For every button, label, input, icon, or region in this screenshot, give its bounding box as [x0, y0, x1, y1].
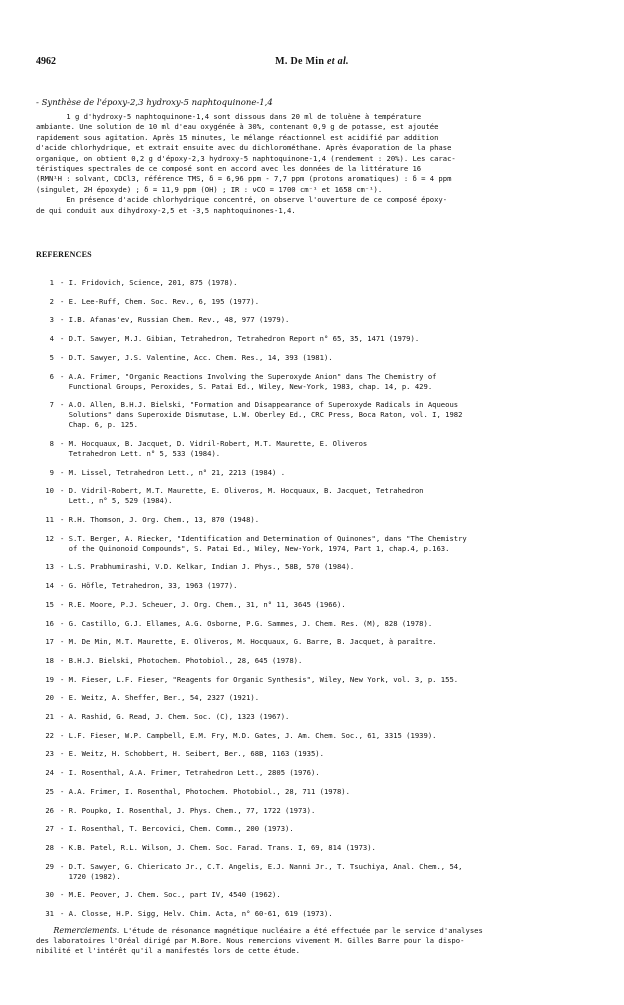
- reference-line: - A.O. Allen, B.H.J. Bielski, "Formation and Disappearance of Superoxyde Radicals in Aqueous: [60, 400, 459, 410]
- reference-number: 16: [45, 618, 54, 628]
- reference-number: 3: [49, 315, 54, 325]
- synthesis-line: (singulet, 2H époxyde) ; δ = 11,9 ppm (OH) ; IR : νCO = 1700 cm⁻¹ et 1658 cm⁻¹).: [36, 184, 383, 194]
- reference-number: 13: [45, 562, 54, 572]
- reference-line: - M.E. Peover, J. Chem. Soc., part IV, 4540 (1962).: [60, 890, 281, 900]
- running-head: [36, 56, 588, 67]
- reference-text: [60, 637, 594, 647]
- reference-line: - D.T. Sawyer, M.J. Gibian, Tetrahedron, Tetrahedron Report n° 65, 35, 1471 (1979).: [60, 334, 420, 344]
- acknowledgements-line: nibilité et l'intérêt qu'il a manifestés lors de cette étude.: [36, 946, 300, 955]
- reference-number: 6: [49, 371, 54, 381]
- synthesis-title: - Synthèse de l'époxy-2,3 hydroxy-5 naphtoquinone-1,4: [36, 98, 273, 108]
- acknowledgements-line: L'étude de résonance magnétique nucléaire a été effectuée par le service d'analyses: [119, 926, 483, 935]
- reference-line: - G. Höfle, Tetrahedron, 33, 1963 (1977).: [60, 581, 238, 591]
- reference-line: - I. Rosenthal, A.A. Frimer, Tetrahedron Lett., 2805 (1976).: [60, 768, 320, 778]
- reference-line: - R. Poupko, I. Rosenthal, J. Phys. Chem., 77, 1722 (1973).: [60, 805, 316, 815]
- reference-number: 27: [45, 824, 54, 834]
- reference-text: [60, 515, 594, 525]
- running-head-authors: M. De Min: [275, 56, 325, 67]
- reference-text: [60, 843, 594, 853]
- reference-line: - A. Rashid, G. Read, J. Chem. Soc. (C), 1323 (1967).: [60, 712, 290, 721]
- reference-number: 28: [45, 842, 54, 852]
- reference-text: [60, 278, 594, 288]
- reference-text: [60, 486, 594, 506]
- reference-line: - R.E. Moore, P.J. Scheuer, J. Org. Chem., 31, n° 11, 3645 (1966).: [60, 599, 346, 609]
- reference-line: Tetrahedron Lett. n° 5, 533 (1984).: [60, 448, 221, 458]
- reference-number: 18: [45, 655, 54, 665]
- reference-text: [60, 619, 594, 629]
- reference-text: [60, 581, 594, 591]
- reference-number: 25: [45, 786, 54, 796]
- reference-text: [60, 656, 594, 666]
- reference-text: [60, 353, 594, 363]
- reference-line: - M. Fieser, L.F. Fieser, "Reagents for Organic Synthesis", Wiley, New York, vol. 3, p. 155.: [60, 674, 459, 684]
- synthesis-line: d'acide chlorhydrique, et extrait ensuite avec du dichlorométhane. Après évaporation de la phase: [36, 143, 452, 153]
- reference-line: - B.H.J. Bielski, Photochem. Photobiol., 28, 645 (1978).: [60, 655, 303, 665]
- reference-text: [60, 315, 594, 325]
- running-head-etal: et al.: [327, 56, 349, 67]
- reference-number: 21: [45, 712, 54, 721]
- reference-text: [60, 439, 594, 459]
- reference-number: 5: [49, 352, 54, 362]
- reference-text: [60, 562, 594, 572]
- page-number: 4962: [36, 56, 56, 67]
- reference-text: [60, 731, 594, 741]
- synthesis-line: En présence d'acide chlorhydrique concentré, on observe l'ouverture de ce composé époxy-: [36, 195, 448, 205]
- reference-text: [60, 749, 594, 759]
- synthesis-line: (RMN¹H : solvant, CDCl3, référence TMS, δ = 6,96 ppm - 7,7 ppm (protons aromatiques) : δ = 4 ppm: [36, 174, 452, 184]
- reference-line: - E. Weitz, A. Sheffer, Ber., 54, 2327 (1921).: [60, 693, 260, 703]
- synthesis-line: organique, on obtient 0,2 g d'époxy-2,3 hydroxy-5 naphtoquinone-1,4 (rendement : 20%). Les carac-: [36, 153, 456, 163]
- reference-text: [60, 862, 594, 882]
- reference-number: 19: [45, 674, 54, 684]
- reference-line: Chap. 6, p. 125.: [60, 420, 138, 430]
- reference-line: - G. Castillo, G.J. Ellames, A.G. Osborne, P.G. Sammes, J. Chem. Res. (M), 828 (1978).: [60, 618, 433, 628]
- reference-text: [60, 372, 594, 392]
- reference-number: 15: [45, 599, 54, 609]
- reference-number: 1: [49, 278, 54, 287]
- acknowledgements-label: Remerciements.: [53, 926, 120, 935]
- reference-number: 26: [45, 805, 54, 815]
- reference-line: - L.S. Prabhumirashi, V.D. Kelkar, Indian J. Phys., 58B, 570 (1984).: [60, 562, 355, 572]
- reference-line: Lett., n° 5, 529 (1984).: [60, 496, 173, 506]
- reference-line: - E. Weitz, H. Schobbert, H. Seibert, Ber., 68B, 1163 (1935).: [60, 749, 324, 759]
- reference-line: - D.T. Sawyer, G. Chiericato Jr., C.T. Angelis, E.J. Nanni Jr., T. Tsuchiya, Anal. Chem., 54,: [60, 861, 463, 871]
- reference-text: [60, 824, 594, 834]
- reference-line: - I. Fridovich, Science, 201, 875 (1978).: [60, 278, 238, 287]
- reference-line: Solutions" dans Superoxide Dismutase, L.W. Oberley Ed., CRC Press, Boca Raton, vol. I, 1982: [60, 410, 463, 420]
- reference-number: 14: [45, 581, 54, 591]
- reference-line: - R.H. Thomson, J. Org. Chem., 13, 870 (1948).: [60, 515, 260, 524]
- reference-line: - M. Lissel, Tetrahedron Lett., n° 21, 2213 (1984) .: [60, 467, 286, 477]
- references-heading: REFERENCES: [36, 250, 92, 259]
- page-header: [36, 56, 588, 70]
- reference-text: [60, 693, 594, 703]
- acknowledgements: [36, 916, 596, 956]
- reference-line: - M. De Min, M.T. Maurette, E. Oliveros, M. Hocquaux, G. Barre, B. Jacquet, à paraître.: [60, 637, 437, 647]
- reference-text: [60, 768, 594, 778]
- reference-number: 30: [45, 890, 54, 900]
- reference-number: 31: [45, 909, 54, 918]
- reference-line: 1720 (1982).: [60, 871, 121, 881]
- synthesis-line: ambiante. Une solution de 10 ml d'eau oxygénée à 30%, contenant 0,9 g de potasse, est ajoutée: [36, 122, 439, 132]
- reference-number: 17: [45, 637, 54, 647]
- reference-number: 11: [45, 515, 54, 524]
- reference-text: [60, 675, 594, 685]
- reference-line: - I.B. Afanas'ev, Russian Chem. Rev., 48, 977 (1979).: [60, 315, 290, 325]
- reference-line: - D.T. Sawyer, J.S. Valentine, Acc. Chem. Res., 14, 393 (1981).: [60, 352, 333, 362]
- reference-text: [60, 712, 594, 722]
- reference-text: [60, 890, 594, 900]
- reference-text: [60, 400, 594, 430]
- reference-line: - M. Hocquaux, B. Jacquet, D. Vidril-Robert, M.T. Maurette, E. Oliveros: [60, 438, 368, 448]
- reference-text: [60, 297, 594, 307]
- reference-line: - E. Lee-Ruff, Chem. Soc. Rev., 6, 195 (1977).: [60, 296, 260, 306]
- reference-text: [60, 806, 594, 816]
- reference-text: [60, 787, 594, 797]
- reference-number: 29: [45, 861, 54, 871]
- reference-number: 20: [45, 693, 54, 703]
- reference-number: 9: [49, 467, 54, 477]
- reference-line: - A.A. Frimer, "Organic Reactions Involving the Superoxyde Anion" dans The Chemistry of: [60, 371, 437, 381]
- reference-line: - D. Vidril-Robert, M.T. Maurette, E. Oliveros, M. Hocquaux, B. Jacquet, Tetrahedron: [60, 486, 424, 496]
- reference-line: - L.F. Fieser, W.P. Campbell, E.M. Fry, M.D. Gates, J. Am. Chem. Soc., 61, 3315 (1939).: [60, 730, 437, 740]
- acknowledgements-line: des laboratoires l'Oréal dirigé par M.Bore. Nous remercions vivement M. Gilles Barre pour la dispo-: [36, 936, 465, 945]
- reference-text: [60, 534, 594, 554]
- reference-number: 2: [49, 296, 54, 306]
- reference-line: Functional Groups, Peroxides, S. Patai Ed., Wiley, New-York, 1983, chap. 14, p. 429.: [60, 381, 433, 391]
- reference-number: 8: [49, 438, 54, 448]
- synthesis-line: 1 g d'hydroxy-5 naphtoquinone-1,4 sont dissous dans 20 ml de toluène à température: [36, 112, 422, 121]
- reference-line: - K.B. Patel, R.L. Wilson, J. Chem. Soc. Farad. Trans. I, 69, 814 (1973).: [60, 842, 376, 852]
- synthesis-line: rapidement sous agitation. Après 15 minutes, le mélange réactionnel est acidifié par addition: [36, 132, 439, 142]
- reference-number: 12: [45, 533, 54, 543]
- reference-line: - A.A. Frimer, I. Rosenthal, Photochem. Photobiol., 28, 711 (1978).: [60, 786, 350, 796]
- reference-number: 10: [45, 486, 54, 496]
- reference-line: - I. Rosenthal, T. Bercovici, Chem. Comm., 200 (1973).: [60, 824, 294, 834]
- reference-line: - A. Closse, H.P. Sigg, Helv. Chim. Acta, n° 60-61, 619 (1973).: [60, 909, 333, 918]
- reference-text: [60, 600, 594, 610]
- reference-number: 7: [49, 400, 54, 410]
- reference-line: of the Quinonoid Compounds", S. Patai Ed., Wiley, New-York, 1974, Part 1, chap.4, p.163.: [60, 543, 450, 553]
- reference-text: [60, 334, 594, 344]
- synthesis-line: de qui conduit aux dihydroxy-2,5 et -3,5 naphtoquinones-1,4.: [36, 205, 296, 215]
- reference-text: [60, 468, 594, 478]
- reference-number: 23: [45, 749, 54, 759]
- reference-line: - S.T. Berger, A. Riecker, "Identification and Determination of Quinones", dans "The Chemistry: [60, 533, 467, 543]
- synthesis-line: téristiques spectrales de ce composé sont en accord avec les données de la littérature 16: [36, 164, 422, 173]
- reference-number: 24: [45, 768, 54, 778]
- reference-number: 4: [49, 334, 54, 344]
- reference-number: 22: [45, 730, 54, 740]
